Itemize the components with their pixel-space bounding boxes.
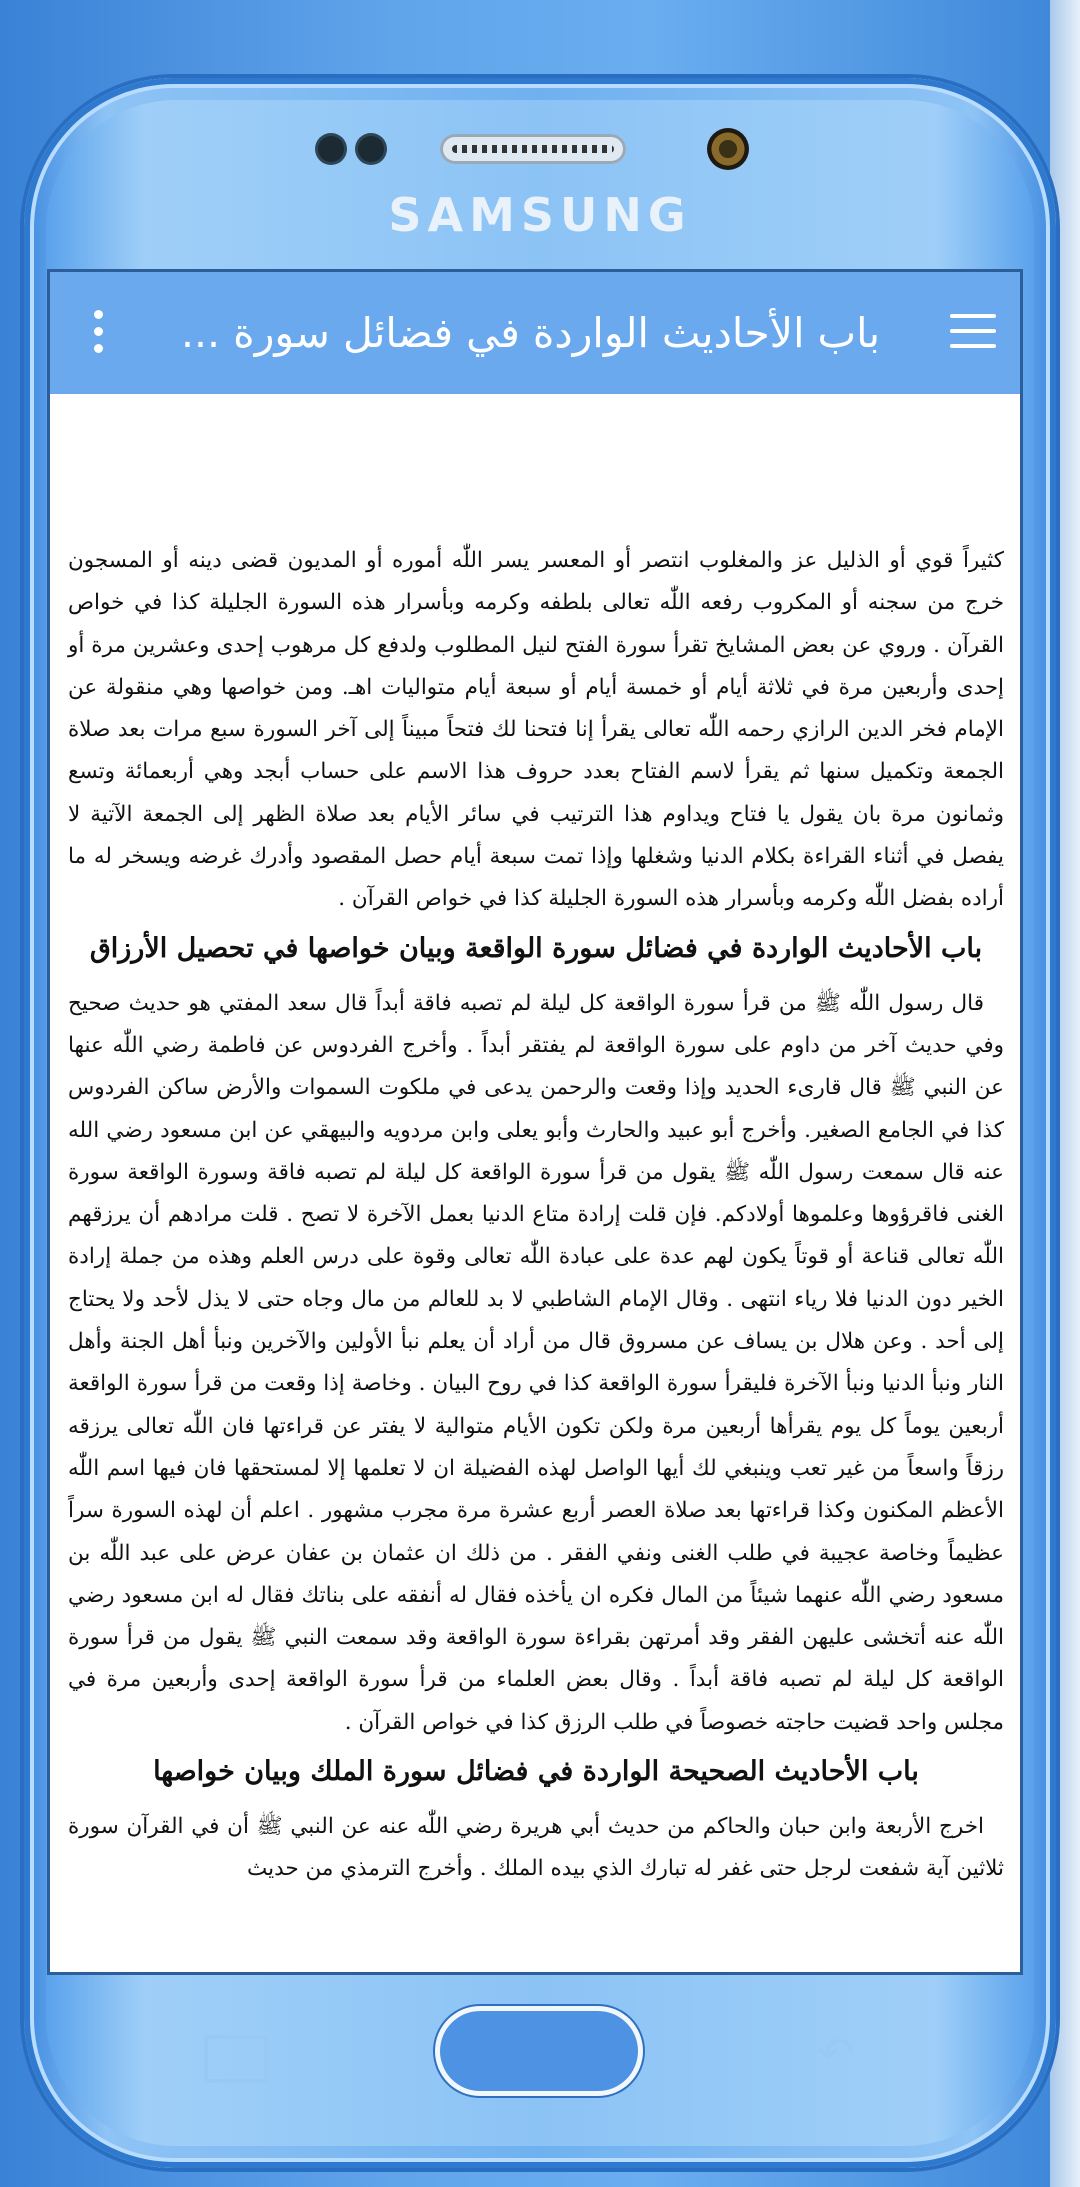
front-camera-icon [707,128,749,170]
more-options-icon[interactable] [94,310,104,354]
section-heading: باب الأحاديث الصحيحة الواردة في فضائل سورة الملك وبيان خواصها [153,1756,919,1788]
home-button[interactable] [435,2006,643,2096]
paragraph: كثيراً قوي أو الذليل عز والمغلوب انتصر أو المعسر يسر اللّٰه أموره أو المديون قضى دينه أو المسجون خرج من سجنه أو المكروب رفعه اللّٰه تعالى بلطفه وكرمه وبأسرار هذه السورة الجليلة كذا في خواص القرآن . وروي عن بعض المشايخ تقرأ سورة الفتح لنيل المطلوب ولدفع كل مرهوب إحدى وعشرين مرة أو إحدى وأربعين مرة في ثلاثة أيام أو خمسة أيام أو سبعة أيام متواليات اهـ. ومن خواصها وهي منقولة عن الإمام فخر الدين الرازي رحمه اللّٰه تعالى يقرأ إنا فتحنا لك فتحاً مبيناً إلى آخر السورة سبع مرات بعد صلاة الجمعة وتكميل سنها ثم يقرأ لاسم الفتاح بعدد حروف هذا الاسم على حساب أبجد وهي أربعمائة وتسع وثمانون مرة بان يقول يا فتاح ويداوم هذا الترتيب في سائر الأيام بعد صلاة الظهر إلى الجمعة الآتية لا يفصل في أثناء القراءة بكلام الدنيا وشغلها وإذا تمت سبعة أيام حصل المقصود وأدرك غرضه ويسخر له ما أراده بفضل اللّٰه وكرمه وبأسرار هذه السورة الجليلة كذا في خواص القرآن . [68,548,1004,912]
paragraph: اخرج الأربعة وابن حبان والحاكم من حديث أبي هريرة رضي اللّٰه عنه عن النبي ﷺ أن في القرآن سورة ثلاثين آية شفعت لرجل حتى غفر له تبارك الذي بيده الملك . وأخرج الترمذي من حديث [68,1814,1004,1882]
app-bar [50,272,1020,394]
book-page [68,540,1004,1960]
device-brand: SAMSUNG [388,188,692,242]
section-heading: باب الأحاديث الواردة في فضائل سورة الواقعة وبيان خواصها في تحصيل الأرزاق [89,932,983,964]
recent-apps-icon[interactable] [204,2035,268,2083]
page-title: باب الأحاديث الواردة في فضائل سورة ... [180,309,880,357]
sensor-icon [318,136,344,162]
paragraph: قال رسول اللّٰه ﷺ من قرأ سورة الواقعة كل ليلة لم تصبه فاقة أبداً قال سعد المفتي هو حديث صحيح وفي حديث آخر من داوم على سورة الواقعة لم يفتقر أبداً . وأخرج الفردوس عن فاطمة رضي اللّٰه عنها عن النبي ﷺ قال قارىء الحديد وإذا وقعت والرحمن يدعى في ملكوت السموات والأرض ساكن الفردوس كذا في الجامع الصغير. وأخرج أبو عبيد والحارث وأبو يعلى وابن مردويه والبيهقي عن ابن مسعود رضي الله عنه قال سمعت رسول اللّٰه ﷺ يقول من قرأ سورة الواقعة كل ليلة لم تصبه فاقة وسورة الواقعة سورة الغنى فاقرؤوها وعلموها أولادكم. فإن قلت إرادة متاع الدنيا بعمل الآخرة لا تصح . قلت مرادهم أن يرزقهم اللّٰه تعالى قناعة أو قوتاً يكون لهم عدة على عبادة اللّٰه تعالى وقوة على درس العلم وهذه من جملة إرادة الخير دون الدنيا فلا رياء انتهى . وقال الإمام الشاطبي لا بد للعالم من مال وجاه حتى لا يذل لأحد ولا يحتاج إلى أحد . وعن هلال بن يساف عن مسروق قال من أراد أن يعلم نبأ الأولين والآخرين ونبأ أهل الجنة وأهل النار ونبأ الدنيا ونبأ الآخرة فليقرأ سورة الواقعة كذا في روح البيان . وخاصة إذا وقعت من قرأ سورة الواقعة أربعين يوماً كل يوم يقرأها أربعين مرة ولكن تكون الأيام متوالية لا يفتر عن قراءتها فان اللّٰه تعالى يرزقه رزقاً واسعاً من غير تعب وينبغي لك أيها الواصل لهذه الفضيلة ان لا تعلمها إلا لمستحقها فان فيها اسم اللّٰه الأعظم المكنون وكذا قراءتها بعد صلاة العصر أربع عشرة مرة مجرب مشهور . اعلم أن لهذه السورة سراً عظيماً وخاصة عجيبة في طلب الغنى ونفي الفقر . من ذلك ان عثمان بن عفان عرض على عبد اللّٰه بن مسعود رضي اللّٰه عنهما شيئاً من المال فكره ان يأخذه فقال له أنفقه على بناتك فقال له ابن مسعود رضي اللّٰه عنه أتخشى عليهن الفقر وقد أمرتهن بقراءة سورة الواقعة وقد سمعت النبي ﷺ يقول من قرأ سورة الواقعة كل ليلة لم تصبه فاقة أبداً . وقال بعض العلماء من قرأ سورة الواقعة إحدى وأربعين مرة في مجلس واحد قضيت حاجته خصوصاً في طلب الرزق كذا في خواص القرآن . [68,990,1004,1735]
sensor-icon [358,136,384,162]
app-screen [50,272,1020,1972]
earpiece-speaker [440,134,626,164]
hamburger-menu-icon[interactable] [950,314,996,350]
back-icon[interactable]: ↶ [817,2028,855,2079]
